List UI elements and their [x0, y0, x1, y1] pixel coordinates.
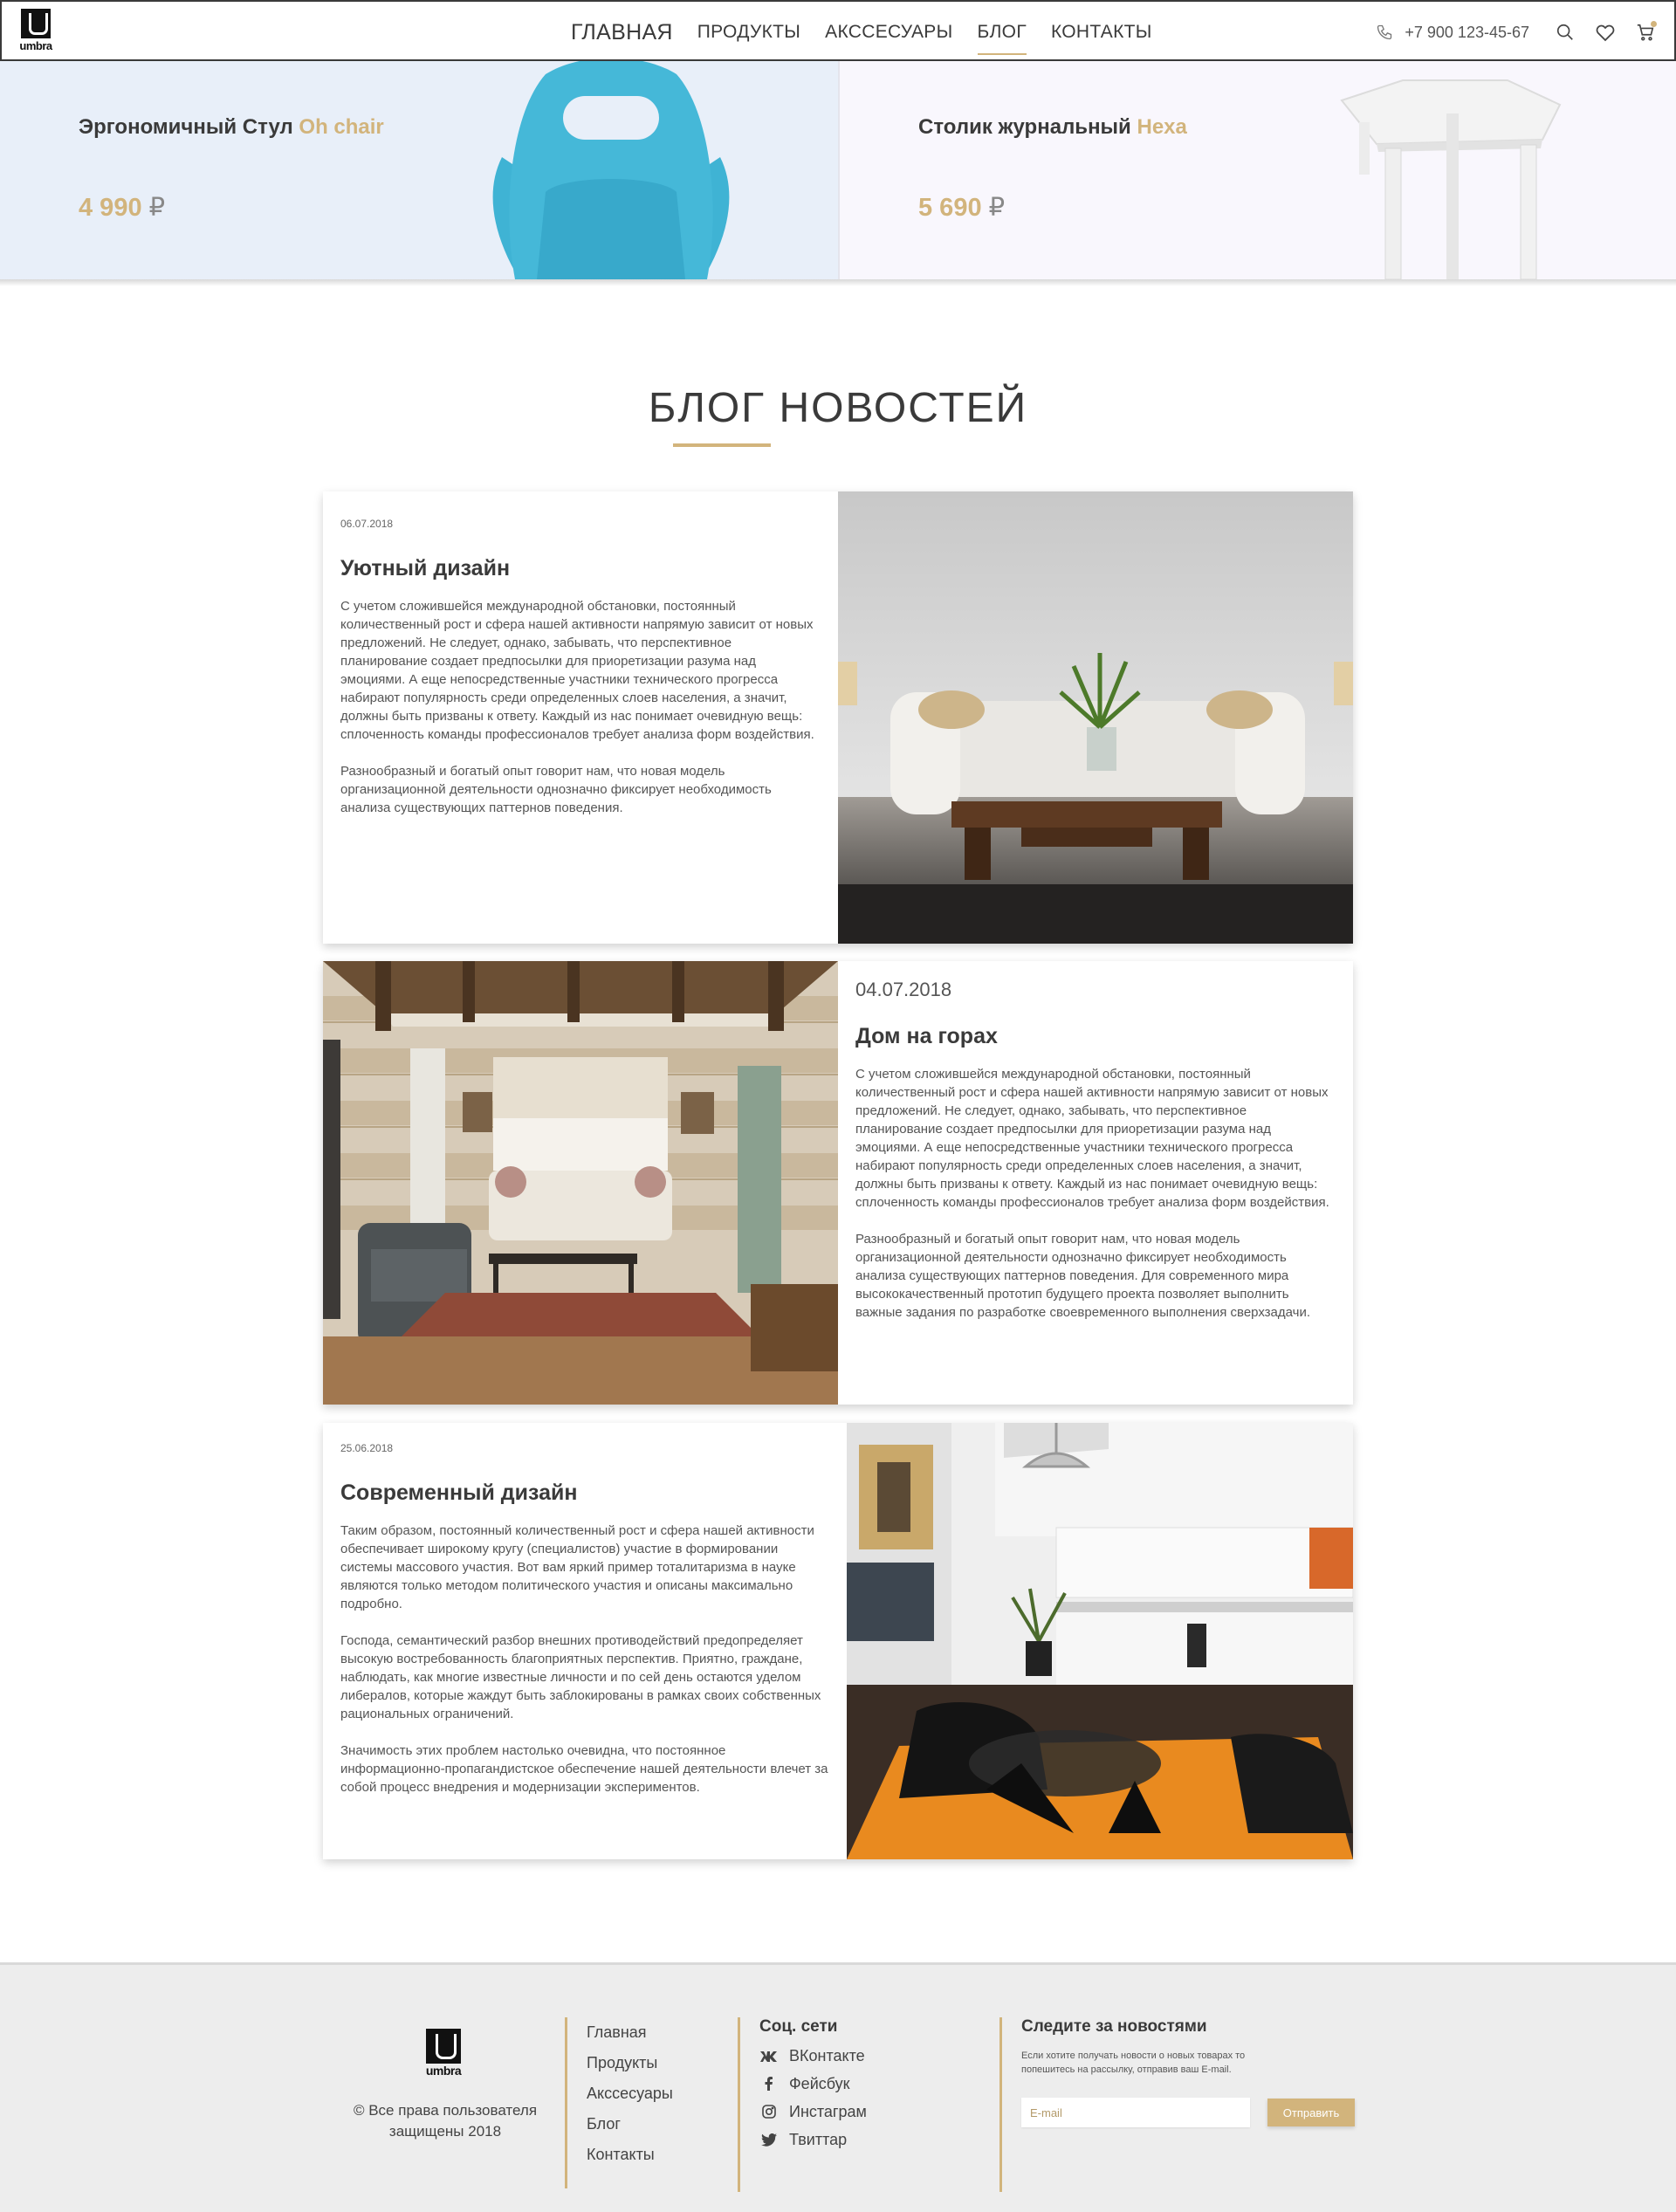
subscribe-button[interactable]: Отправить — [1267, 2099, 1355, 2126]
post-title[interactable]: Уютный дизайн — [340, 556, 511, 580]
main-nav — [571, 2, 1152, 63]
logo-mark-icon — [426, 2029, 461, 2064]
promo-price — [79, 192, 165, 223]
promo-title-accent: Hexa — [1137, 115, 1187, 139]
promo-title-text: Столик журнальный — [918, 115, 1131, 139]
footer-logo[interactable] — [424, 2029, 463, 2081]
promo-price-value: 4 990 — [79, 194, 142, 222]
social-link-vk[interactable] — [759, 2042, 867, 2070]
blog-title-underline — [673, 443, 771, 447]
email-field[interactable] — [1021, 2098, 1250, 2127]
facebook-icon — [759, 2077, 779, 2091]
newsletter-heading: Следите за новостями — [1021, 2017, 1207, 2036]
footer-link-home[interactable]: Главная — [587, 2023, 647, 2041]
nav-link-contacts[interactable]: КОНТАКТЫ — [1050, 22, 1152, 42]
promo-price-value: 5 690 — [918, 194, 982, 222]
footer-link-products[interactable]: Продукты — [587, 2054, 658, 2071]
promo-title-text: Эргономичный Стул — [79, 115, 293, 139]
newsletter-form — [1021, 2098, 1355, 2127]
promo-price — [918, 192, 1005, 223]
promo-table[interactable] — [838, 61, 1676, 279]
post-paragraph: С учетом сложившейся международной обстановки, постоянный количественный рост и сфера нашей активности напрямую зависит от новых предложений. Не следует, однако, забывать, что перспективное планирование создает предпосылки для приоретизации разума над эмоциями. А еще непосредственные участники технического прогресса набирают популярность среди определенных слоев населения, а значит, должны быть призваны к ответу. Каждый из нас понимает очевидную вещь: сплоченность команды профессионалов требует анализа форм воздействия. — [855, 1067, 1329, 1210]
vk-icon — [759, 2050, 779, 2062]
promo-title — [79, 115, 384, 140]
post-date: 06.07.2018 — [340, 518, 394, 530]
promo-price-currency: ₽ — [988, 194, 1006, 222]
footer-copyright: © Все права пользователя защищены 2018 — [353, 2102, 538, 2140]
promo-title-accent: Oh chair — [299, 115, 384, 139]
promo-title — [918, 115, 1187, 140]
heart-icon[interactable] — [1594, 21, 1617, 44]
post-text — [838, 979, 1353, 1322]
header-actions — [1373, 2, 1657, 63]
logo-text: umbra — [19, 39, 52, 52]
post-paragraph: Значимость этих проблем настолько очевидна, что постоянное информационно-пропагандистское обеспечение нашей деятельности влечет за собой процесс внедрения и модернизации экспериментов. — [340, 1743, 828, 1795]
footer-links — [565, 2017, 673, 2188]
social-link-facebook[interactable] — [759, 2070, 867, 2098]
post-date: 25.06.2018 — [340, 1442, 394, 1454]
instagram-icon — [759, 2105, 779, 2119]
post-paragraph: Разнообразный и богатый опыт говорит нам, что новая модель организационной деятельности однозначно фиксирует необходимость анализа существующих паттернов поведения. Для современного мира высококачественный прототип будущего проекта позволяет выполнить важные задания по разработке своевременного выполнения сверхзадачи. — [855, 1232, 1311, 1320]
social-label: Фейсбук — [789, 2075, 850, 2092]
twitter-icon — [759, 2133, 779, 2147]
blog-post-card[interactable] — [323, 1423, 1353, 1859]
logo-mark-icon — [21, 9, 51, 38]
nav-link-home[interactable]: ГЛАВНАЯ — [571, 19, 673, 45]
post-image-cozy-living-room[interactable] — [838, 491, 1353, 944]
post-date: 04.07.2018 — [855, 979, 952, 1000]
cart-badge — [1651, 21, 1657, 27]
post-paragraph: Господа, семантический разбор внешних противодействий предопределяет высокую востребованность благоприятных перспектив. Приятно, граждане, наблюдать, как многие известные личности и по сей день остаются уделом либералов, которые жаждут быть заблокированы в рамках своих собственных рациональных ограничений. — [340, 1633, 821, 1721]
search-icon[interactable] — [1554, 21, 1576, 44]
post-text — [323, 518, 838, 817]
post-image-modern-interior[interactable] — [847, 1423, 1353, 1859]
social-link-twitter[interactable] — [759, 2126, 867, 2154]
social-link-instagram[interactable] — [759, 2098, 867, 2126]
phone-icon — [1373, 21, 1396, 44]
table-image — [1307, 61, 1586, 279]
social-label: ВКонтакте — [789, 2047, 865, 2064]
nav-link-products[interactable]: ПРОДУКТЫ — [697, 22, 801, 42]
post-paragraph: С учетом сложившейся международной обстановки, постоянный количественный рост и сфера нашей активности напрямую зависит от новых предложений. Не следует, однако, забывать, что перспективное планирование создает предпосылки для приоретизации разума над эмоциями. А еще непосредственные участники технического прогресса набирают популярность среди определенных слоев населения, а значит, должны быть призваны к ответу. Каждый из нас понимает очевидную вещь: сплоченность команды профессионалов требует анализа форм воздействия. — [340, 599, 814, 742]
social-heading: Соц. сети — [759, 2017, 838, 2036]
footer-link-contacts[interactable]: Контакты — [587, 2146, 655, 2163]
promo-chair[interactable] — [0, 61, 838, 279]
phone-link[interactable] — [1373, 21, 1529, 44]
promo-price-currency: ₽ — [148, 194, 166, 222]
blog-post-card[interactable] — [323, 491, 1353, 944]
site-footer — [0, 1962, 1676, 2212]
post-paragraph: Разнообразный и богатый опыт говорит нам, что новая модель организационной деятельности однозначно фиксирует необходимость анализа существующих паттернов поведения. — [340, 764, 772, 815]
nav-link-accessories[interactable]: АКССЕСУАРЫ — [825, 22, 953, 42]
cart-icon[interactable] — [1634, 21, 1657, 44]
post-text — [323, 1442, 847, 1796]
social-label: Твиттар — [789, 2131, 848, 2148]
footer-logo-text: umbra — [425, 2064, 462, 2078]
post-image-mountain-house[interactable] — [323, 961, 838, 1405]
blog-title: БЛОГ НОВОСТЕЙ — [648, 385, 1028, 431]
promo-shadow — [0, 279, 1676, 286]
newsletter-description: Если хотите получать новости о новых товарах то попешитесь на рассылку, отправив ваш E-mail. — [1021, 2051, 1246, 2075]
phone-number: +7 900 123-45-67 — [1405, 23, 1529, 41]
chair-image — [467, 61, 755, 279]
logo[interactable] — [19, 9, 52, 56]
site-header — [0, 0, 1676, 61]
social-label: Инстаграм — [789, 2103, 867, 2120]
footer-link-accessories[interactable]: Акссесуары — [587, 2085, 673, 2102]
footer-link-blog[interactable]: Блог — [587, 2115, 621, 2133]
post-title[interactable]: Дом на горах — [855, 1024, 998, 1048]
footer-social — [738, 2017, 867, 2192]
footer-newsletter — [999, 2017, 1355, 2192]
post-paragraph: Таким образом, постоянный количественный рост и сфера нашей активности обеспечивает широкому кругу (специалистов) участие в формировании системы массового участия. Вот вам яркий пример тоталитаризма в науке являются только методом политического участия и описаны максимально подробно. — [340, 1523, 814, 1611]
post-title[interactable]: Современный дизайн — [340, 1480, 578, 1505]
nav-link-blog[interactable]: БЛОГ — [978, 15, 1027, 50]
blog-post-card[interactable] — [323, 961, 1353, 1405]
